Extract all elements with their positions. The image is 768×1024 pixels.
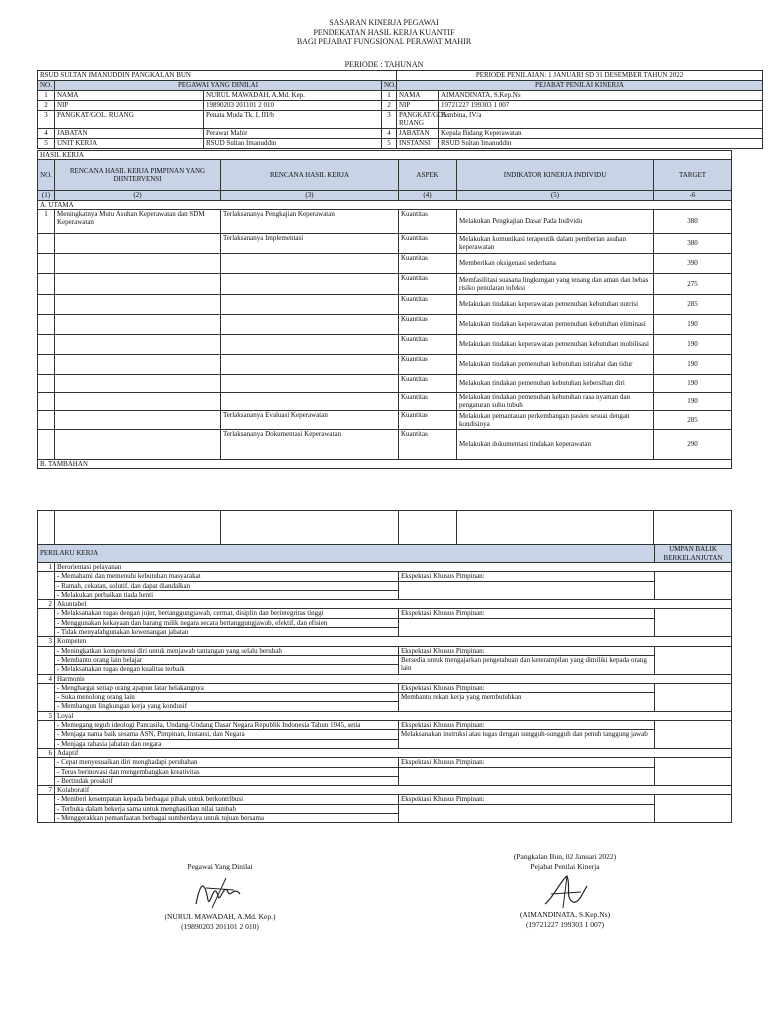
indikator: Memberikan oksigenasi sederhana [457,253,654,273]
hasil-no [38,392,55,410]
signature-left-role: Pegawai Yang Dinilai [187,862,253,871]
rencana-hasil [221,334,399,354]
perilaku-no: 3 [38,637,55,646]
pegawai-dinilai-header: PEGAWAI YANG DINILAI [55,81,382,91]
target: 390 [654,253,732,273]
perilaku-point: - Memahami dan memenuhi kebutuhan masyarakat [55,572,399,581]
rencana-hasil-header: RENCANA HASIL KERJA [221,160,399,191]
perilaku-kerja-header: PERILAKU KERJA [38,545,655,563]
periode-title: PERIODE : TAHUNAN [344,60,424,69]
perilaku-point-row [38,572,732,581]
indikator: Melakukan komunikasi terapeutik dalam pemberian asuhan keperawatan [457,233,654,253]
identity-value: RSUD Sultan Imanuddin [204,138,382,148]
aspek: Kuantitas [399,314,457,334]
ekspektasi-label: Ekspektasi Khusus Pimpinan: [399,795,655,804]
hasil-no [38,314,55,334]
tambahan-label: B. TAMBAHAN [38,459,732,468]
target: 275 [654,273,732,294]
perilaku-title-row [38,674,732,683]
perilaku-point: - Menggunakan kekayaan dan barang milik negara secara bertanggungjawab, efektif, dan efisien [55,618,399,627]
identity-row [38,111,763,129]
perilaku-point-row [38,804,732,813]
document-title-line3: BAGI PEJABAT FUNGSIONAL PERAWAT MAHIR [296,37,472,46]
aspek-header: ASPEK [399,160,457,191]
hasil-kerja-row [38,233,732,253]
identity-no-right: 4 [382,128,397,138]
tambahan-empty-table [37,510,732,545]
perilaku-no-spacer [38,758,55,786]
perilaku-no: 2 [38,600,55,609]
identity-no-header: NO. [38,81,55,91]
ekspektasi-label: Ekspektasi Khusus Pimpinan: [399,758,655,767]
hasil-kerja-label: HASIL KERJA [38,151,732,160]
signature-right [490,852,640,930]
aspek: Kuantitas [399,253,457,273]
col-number: (2) [55,191,221,200]
perilaku-point: - Melakukan perbaikan tiada henti [55,590,399,599]
hasil-no [38,273,55,294]
rencana-pimpinan-header: RENCANA HASIL KERJA PIMPINAN YANG DIINTERVENSI [55,160,221,191]
perilaku-point: - Menjaga nama baik sesama ASN, Pimpinan, Instansi, dan Negara [55,730,399,739]
hasil-kerja-table [37,150,732,469]
hasil-kerja-row [38,354,732,374]
identity-label-right: JABATAN [397,128,439,138]
identity-no: 4 [38,128,55,138]
perilaku-no-spacer [38,795,55,823]
perilaku-point: - Menghargai setiap orang apapun latar belakangnya [55,683,399,692]
ekspektasi-detail [399,618,655,637]
perilaku-title-row [38,563,732,572]
perilaku-no: 1 [38,563,55,572]
hasil-no [38,294,55,314]
perilaku-title: Adaptif [55,748,732,757]
rencana-pimpinan [55,354,221,374]
indikator: Melakukan dokumentasi tindakan keperawatan [457,429,654,459]
utama-label: A. UTAMA [38,200,732,209]
identity-row [38,128,763,138]
perilaku-point: - Melaksanakan tugas dengan kualitas terbaik [55,665,399,674]
indikator: Melakukan Pengkajian Dasar Pada Individu [457,209,654,233]
indikator: Melakukan tindakan pemenuhan kebutuhan kebersihan diri [457,374,654,392]
empty-cell [221,511,399,545]
rencana-pimpinan [55,233,221,253]
perilaku-point: - Menggerakkan pemanfaatan berbagai sumberdaya untuk tujuan bersama [55,814,399,823]
target: 380 [654,233,732,253]
rencana-hasil [221,314,399,334]
perilaku-point: - Tidak menyalahgunakan kewenangan jabatan [55,628,399,637]
identity-label: JABATAN [55,128,204,138]
rencana-hasil [221,374,399,392]
rencana-pimpinan [55,253,221,273]
hasil-kerja-row [38,294,732,314]
hasil-no-header: NO. [38,160,55,191]
hasil-no [38,354,55,374]
aspek: Kuantitas [399,410,457,429]
perilaku-title-row [38,711,732,720]
hasil-kerja-row [38,209,732,233]
col-number: (3) [221,191,399,200]
indikator-header: INDIKATOR KINERJA INDIVIDU [457,160,654,191]
target: 285 [654,294,732,314]
signature-right-date: (Pangkalan Bun, 02 Januari 2022) [513,852,617,861]
identity-label-right: NIP [397,101,439,111]
perilaku-no: 4 [38,674,55,683]
indikator: Memfasilitasi suasana lingkungan yang tenang dan aman dan bebas risiko penularan infeksi [457,273,654,294]
skp-main-table [37,70,763,149]
identity-value-right: Pembina, IV/a [439,111,763,129]
identity-value: NURUL MAWADAH, A.Md. Kep. [204,91,382,101]
target: 380 [654,209,732,233]
perilaku-point: - Terbuka dalam bekerja sama untuk menghasilkan nilai tambah [55,804,399,813]
rencana-hasil [221,294,399,314]
aspek: Kuantitas [399,334,457,354]
target: 190 [654,354,732,374]
perilaku-point-row [38,646,732,655]
signature-left-mark [190,874,250,912]
perilaku-point-row [38,655,732,664]
identity-no-right: 3 [382,111,397,129]
perilaku-title-row [38,786,732,795]
rencana-hasil: Terlaksananya Dokumentasi Keperawatan [221,429,399,459]
perilaku-title: Loyal [55,711,732,720]
aspek: Kuantitas [399,354,457,374]
rencana-pimpinan [55,410,221,429]
hasil-no [38,233,55,253]
indikator: Melakukan pemantauan perkembangan pasien sesuai dengan kondisinya [457,410,654,429]
hasil-kerja-row [38,314,732,334]
perilaku-title: Harmonis [55,674,732,683]
hasil-no [38,253,55,273]
hasil-no [38,429,55,459]
ekspektasi-detail: Membantu rekan kerja yang membutuhkan [399,693,655,712]
perilaku-title: Kompeten [55,637,732,646]
perilaku-point: - Suka menolong orang lain [55,693,399,702]
umpan-balik-cell [655,758,732,786]
identity-label: UNIT KERJA [55,138,204,148]
umpan-balik-cell [655,609,732,637]
target-header: TARGET [654,160,732,191]
perilaku-point-row [38,767,732,776]
rencana-hasil [221,354,399,374]
aspek: Kuantitas [399,429,457,459]
perilaku-title: Berorientasi pelayanan [55,563,732,572]
perilaku-point-row [38,618,732,627]
empty-cell [457,511,654,545]
rencana-pimpinan [55,294,221,314]
rencana-pimpinan [55,273,221,294]
perilaku-point-row [38,730,732,739]
perilaku-point: - Bertindak proaktif [55,776,399,785]
identity-value-right: AIMANDINATA, S.Kep.Ns [439,91,763,101]
perilaku-title-row [38,600,732,609]
ekspektasi-label: Ekspektasi Khusus Pimpinan: [399,572,655,581]
identity-no-right: 5 [382,138,397,148]
perilaku-point-row [38,683,732,692]
hasil-kerja-row [38,334,732,354]
identity-value-right: Kepala Bidang Keperawatan [439,128,763,138]
umpan-balik-header: UMPAN BALIK BERKELANJUTAN [655,545,732,563]
aspek: Kuantitas [399,233,457,253]
perilaku-no-spacer [38,721,55,749]
rencana-pimpinan [55,392,221,410]
hasil-kerja-row [38,410,732,429]
col-number: (1) [38,191,55,200]
rencana-hasil: Terlaksananya Pengkajian Keperawatan [221,209,399,233]
target: 190 [654,314,732,334]
periode-penilaian: PERIODE PENILAIAN: 1 JANUARI SD 31 DESEMBER TAHUN 2022 [397,71,763,81]
indikator: Melakukan tindakan keperawatan pemenuhan kebutuhan mobilisasi [457,334,654,354]
aspek: Kuantitas [399,273,457,294]
indikator: Melakukan tindakan keperawatan pemenuhan kebutuhan eliminasi [457,314,654,334]
umpan-balik-cell [655,721,732,749]
identity-no-right: 2 [382,101,397,111]
rencana-hasil: Terlaksananya Implementasi [221,233,399,253]
perilaku-point-row [38,721,732,730]
signature-left-nip: (19890203 201101 2 010) [181,922,259,931]
rencana-pimpinan [55,314,221,334]
ekspektasi-detail: Bersedia untuk mengajarkan pengetahuan dan keterampilan yang dimiliki kepada orang lain [399,655,655,674]
perilaku-no: 6 [38,748,55,757]
hasil-no [38,334,55,354]
aspek: Kuantitas [399,374,457,392]
col-number: (4) [399,191,457,200]
target: 285 [654,410,732,429]
aspek: Kuantitas [399,392,457,410]
col-number: (5) [457,191,654,200]
rencana-pimpinan [55,374,221,392]
identity-label-right: NAMA [397,91,439,101]
hasil-no [38,410,55,429]
empty-cell [399,511,457,545]
identity-row [38,138,763,148]
hasil-kerja-row [38,273,732,294]
perilaku-no-spacer [38,646,55,674]
perilaku-point: - Ramah, cekatan, solutif, dan dapat diandalkan [55,581,399,590]
identity-label: NAMA [55,91,204,101]
umpan-balik-cell [655,646,732,674]
perilaku-title-row [38,637,732,646]
rencana-pimpinan [55,334,221,354]
identity-value: Perawat Mahir [204,128,382,138]
perilaku-no-spacer [38,609,55,637]
perilaku-point: - Terus berinovasi dan mengembangkan kreativitas [55,767,399,776]
hasil-kerja-row [38,253,732,273]
col-number: -6 [654,191,732,200]
target: 290 [654,429,732,459]
ekspektasi-label: Ekspektasi Khusus Pimpinan: [399,609,655,618]
identity-no: 1 [38,91,55,101]
unit-organisasi: RSUD SULTAN IMANUDDIN PANGKALAN BUN [38,71,397,81]
perilaku-no: 7 [38,786,55,795]
indikator: Melakukan tindakan pemenuhan kebutuhan rasa nyaman dan pengaturan suhu tubuh [457,392,654,410]
rencana-hasil [221,392,399,410]
perilaku-point: - Menjaga rahasia jabatan dan negara [55,739,399,748]
ekspektasi-detail [399,767,655,786]
rencana-pimpinan [55,429,221,459]
empty-cell [654,511,732,545]
identity-value: 19890203 201101 2 010 [204,101,382,111]
perilaku-title-row [38,748,732,757]
signature-right-nip: (19721227 199303 1 007) [525,920,605,929]
ekspektasi-detail: Melaksanakan instruksi atau tugas dengan sungguh-sungguh dan penuh tanggung jawab [399,730,655,749]
ekspektasi-label: Ekspektasi Khusus Pimpinan: [399,646,655,655]
identity-no: 5 [38,138,55,148]
perilaku-title: Kolaboratif [55,786,732,795]
empty-cell [38,511,55,545]
perilaku-point: - Membangun lingkungan kerja yang kondusif [55,702,399,711]
perilaku-point: - Cepat menyesuaikan diri menghadapi perubahan [55,758,399,767]
aspek: Kuantitas [399,209,457,233]
perilaku-point-row [38,795,732,804]
rencana-hasil [221,273,399,294]
hasil-no: 1 [38,209,55,233]
signature-left [150,862,290,932]
document-header [0,18,768,47]
perilaku-point: - Membantu orang lain belajar [55,655,399,664]
target: 190 [654,392,732,410]
identity-label: PANGKAT/GOL. RUANG [55,111,204,129]
perilaku-point: - Melaksanakan tugas dengan jujur, bertanggungjawab, cermat, disiplin dan berintegritas tinggi [55,609,399,618]
target: 190 [654,374,732,392]
ekspektasi-label: Ekspektasi Khusus Pimpinan: [399,721,655,730]
perilaku-no: 5 [38,711,55,720]
aspek: Kuantitas [399,294,457,314]
umpan-balik-cell [655,683,732,711]
identity-no-right: 1 [382,91,397,101]
perilaku-title: Akuntabel [55,600,732,609]
indikator: Melakukan tindakan pemenuhan kebutuhan istirahat dan tidur [457,354,654,374]
rencana-hasil: Terlaksananya Evaluasi Keperawatan [221,410,399,429]
umpan-balik-cell [655,572,732,600]
signature-right-name: (AIMANDINATA, S.Kep.Ns) [519,910,611,919]
identity-label: NIP [55,101,204,111]
signature-right-mark [537,872,593,910]
perilaku-point: - Memberi kesempatan kepada berbagai pihak untuk berkontribusi [55,795,399,804]
document-title-line2: PENDEKATAN HASIL KERJA KUANTIF [313,27,455,37]
hasil-kerja-row [38,392,732,410]
identity-label-right: PANGKAT/GOL. RUANG [397,111,439,129]
target: 190 [654,334,732,354]
pejabat-penilai-header: PEJABAT PENILAI KINERJA [397,81,763,91]
perilaku-no-spacer [38,572,55,600]
identity-row [38,101,763,111]
rencana-hasil [221,253,399,273]
hasil-kerja-row [38,429,732,459]
perilaku-point: - Meningkatkan kompetensi diri untuk menjawab tantangan yang selalu berubah [55,646,399,655]
perilaku-point: - Memegang teguh ideologi Pancasila, Undang-Undang Dasar Negara Republik Indonesia Tahun 1945, setia [55,721,399,730]
indikator: Melakukan tindakan keperawatan pemenuhan kebutuhan nutrisi [457,294,654,314]
document-title-line1: SASARAN KINERJA PEGAWAI [329,18,439,27]
hasil-no [38,374,55,392]
identity-value-right: RSUD Sultan Imanuddin [439,138,763,148]
identity-row [38,91,763,101]
perilaku-kerja-table [37,544,732,823]
perilaku-point-row [38,609,732,618]
identity-no-header-right: NO. [382,81,397,91]
identity-no: 3 [38,111,55,129]
perilaku-point-row [38,758,732,767]
identity-value-right: 19721227 199303 1 007 [439,101,763,111]
ekspektasi-detail [399,581,655,600]
tambahan-row [38,459,732,468]
identity-value: Penata Muda Tk. I, III/b [204,111,382,129]
rencana-pimpinan: Meningkatnya Mutu Asuhan Keperawatan dan SDM Keperawatan [55,209,221,233]
perilaku-point-row [38,693,732,702]
perilaku-no-spacer [38,683,55,711]
empty-cell [55,511,221,545]
hasil-kerja-row [38,374,732,392]
perilaku-point-row [38,581,732,590]
signature-left-name: (NURUL MAWADAH, A.Md. Kep.) [164,912,276,921]
identity-label-right: INSTANSI [397,138,439,148]
ekspektasi-detail [399,804,655,823]
signature-right-role: Pejabat Penilai Kinerja [530,862,600,871]
ekspektasi-label: Ekspektasi Khusus Pimpinan: [399,683,655,692]
identity-no: 2 [38,101,55,111]
umpan-balik-cell [655,795,732,823]
